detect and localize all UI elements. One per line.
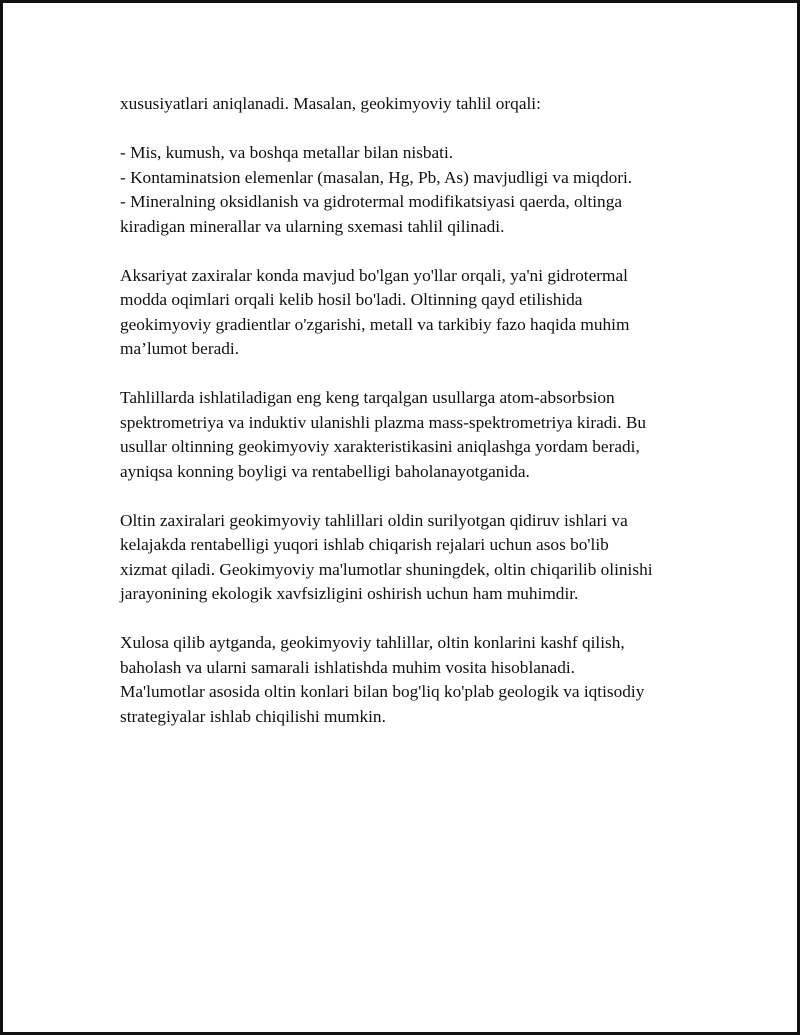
paragraph-line: Xulosa qilib aytganda, geokimyoviy tahlillar, oltin konlarini kashf qilish, — [120, 633, 625, 652]
paragraph-line: spektrometriya va induktiv ulanishli plazma mass-spektrometriya kiradi. Bu — [120, 412, 646, 432]
bullet-item: - Kontaminatsion elemenlar (masalan, Hg, Pb, As) mavjudligi va miqdori. — [120, 167, 633, 187]
intro-line: xususiyatlari aniqlanadi. Masalan, geokimyoviy tahlil orqali: — [120, 94, 541, 113]
paragraph-line: modda oqimlari orqali kelib hosil bo'ladi. Oltinning qayd etilishida — [120, 290, 583, 309]
bullet-list — [120, 141, 720, 239]
paragraph-line: Aksariyat zaxiralar konda mavjud bo'lgan yo'llar orqali, ya'ni gidrotermal — [120, 265, 628, 285]
paragraph-methods — [120, 386, 720, 484]
paragraph-conclusion — [120, 631, 720, 729]
paragraph-line: Ma'lumotlar asosida oltin konlari bilan bog'liq ko'plab geologik va iqtisodiy — [120, 682, 645, 701]
paragraph-line: Tahlillarda ishlatiladigan eng keng tarqalgan usullarga atom-absorbsion — [120, 388, 615, 407]
bullet-item: - Mineralning oksidlanish va gidrotermal modifikatsiyasi qaerda, oltinga — [120, 192, 623, 211]
paragraph-line: Oltin zaxiralari geokimyoviy tahlillari oldin surilyotgan qidiruv ishlari va — [120, 510, 628, 530]
document-body — [120, 92, 720, 729]
paragraph-line: usullar oltinning geokimyoviy xarakteristikasini aniqlashga yordam beradi, — [120, 437, 640, 456]
paragraph-exploration — [120, 509, 720, 607]
paragraph-line: jarayonining ekologik xavfsizligini oshirish uchun ham muhimdir. — [120, 584, 579, 603]
paragraph-line: geokimyoviy gradientlar o'zgarishi, metall va tarkibiy fazo haqida muhim — [120, 314, 630, 334]
paragraph-line: ma’lumot beradi. — [120, 339, 240, 358]
bullet-item: - Mis, kumush, va boshqa metallar bilan nisbati. — [120, 143, 454, 162]
paragraph-line: xizmat qiladi. Geokimyoviy ma'lumotlar shuningdek, oltin chiqarilib olinishi — [120, 559, 653, 579]
paragraph-line: baholash va ularni samarali ishlatishda muhim vosita hisoblanadi. — [120, 657, 575, 677]
paragraph-line: strategiyalar ishlab chiqilishi mumkin. — [120, 706, 386, 726]
paragraph-line: kelajakda rentabelligi yuqori ishlab chiqarish rejalari uchun asos bo'lib — [120, 535, 609, 554]
intro-paragraph — [120, 92, 720, 117]
paragraph-formation — [120, 264, 720, 362]
paragraph-line: ayniqsa konning boyligi va rentabelligi baholanayotganida. — [120, 461, 530, 481]
bullet-item-continuation: kiradigan minerallar va ularning sxemasi tahlil qilinadi. — [120, 216, 505, 236]
